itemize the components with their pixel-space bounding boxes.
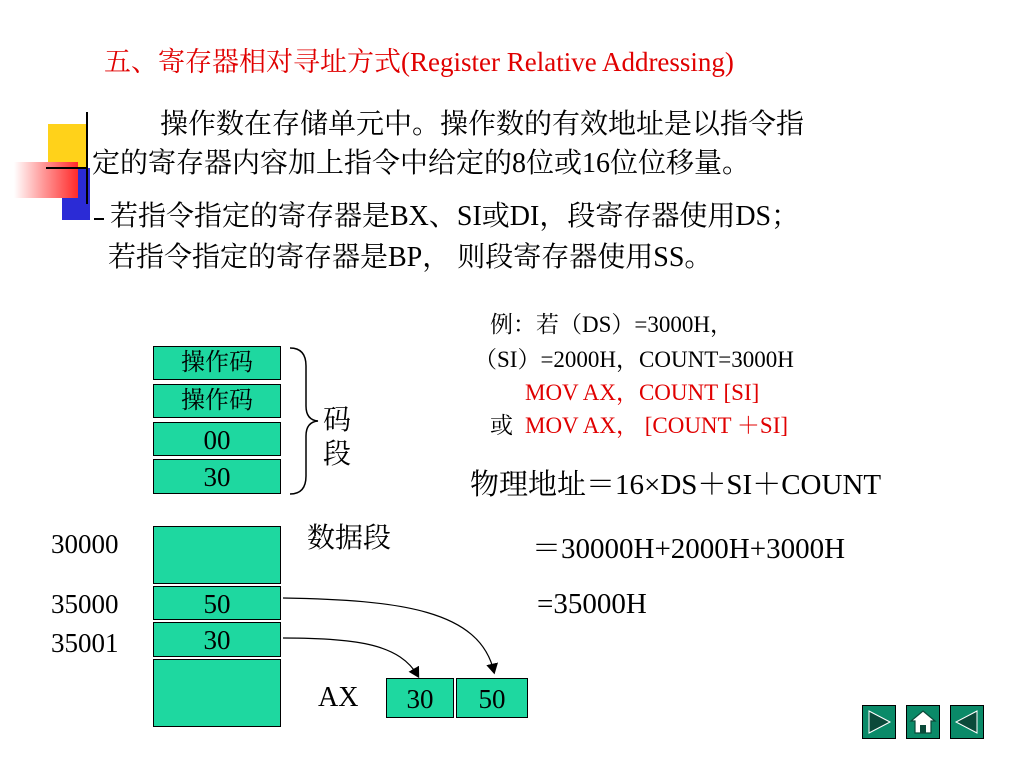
code-segment-label-2: 段 — [323, 439, 352, 470]
play-right-icon — [863, 706, 895, 738]
example-instruction-1: MOV AX，COUNT [SI] — [525, 380, 760, 405]
example-line-1: 例：若（DS）=3000H， — [490, 312, 733, 337]
example-instruction-2: MOV AX， [COUNT ＋SI] — [525, 413, 789, 438]
home-slide-button[interactable] — [906, 705, 940, 739]
data-segment-label: 数据段 — [307, 523, 392, 554]
arrow-30-to-ah — [283, 638, 418, 676]
code-segment-label-1: 码 — [323, 405, 352, 436]
slide-title: 五、寄存器相对寻址方式(Register Relative Addressing) — [104, 47, 734, 77]
address-35000: 35000 — [51, 589, 119, 619]
calc-line-2: ＝30000H+2000H+3000H — [532, 533, 846, 565]
home-icon — [907, 706, 939, 738]
calc-line-3: =35000H — [537, 588, 647, 620]
ax-label: AX — [318, 682, 359, 713]
ax-low-byte: 50 — [456, 678, 528, 718]
bullet-line-2: 若指令指定的寄存器是BP， 则段寄存器使用SS。 — [108, 242, 713, 273]
prev-slide-button[interactable] — [950, 705, 984, 739]
code-cell-00: 00 — [153, 422, 281, 456]
arrow-50-to-al — [283, 598, 494, 672]
example-or-label: 或 — [490, 413, 513, 438]
example-line-2: （SI）=2000H，COUNT=3000H — [474, 347, 794, 372]
code-cell-opcode-2: 操作码 — [153, 384, 281, 418]
code-cell-30: 30 — [153, 459, 281, 494]
address-35001: 35001 — [51, 628, 119, 658]
data-cell-50: 50 — [153, 586, 281, 620]
bullet-line-1: 若指令指定的寄存器是BX、SI或DI，段寄存器使用DS； — [110, 201, 800, 232]
data-cell-30: 30 — [153, 622, 281, 657]
address-30000: 30000 — [51, 529, 119, 559]
calc-line-1: 物理地址＝16×DS＋SI＋COUNT — [470, 469, 882, 501]
description-line-2: 定的寄存器内容加上指令中给定的8位或16位位移量。 — [92, 148, 751, 179]
code-cell-opcode-1: 操作码 — [153, 346, 281, 380]
description-line-1: 操作数在存储单元中。操作数的有效地址是以指令指 — [160, 109, 805, 140]
play-left-icon — [951, 706, 983, 738]
next-slide-button[interactable] — [862, 705, 896, 739]
ax-high-byte: 30 — [386, 678, 454, 718]
